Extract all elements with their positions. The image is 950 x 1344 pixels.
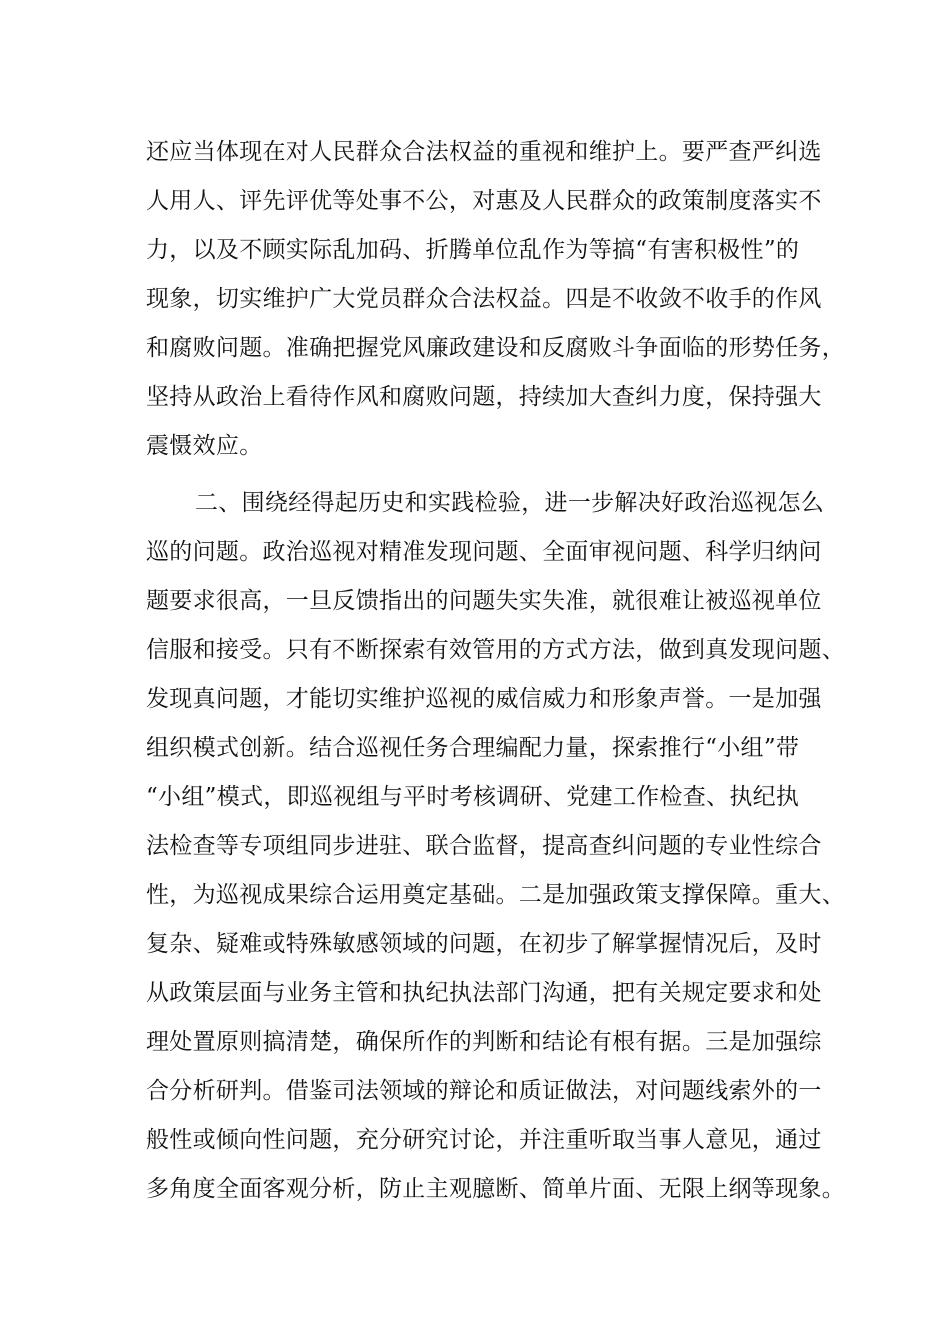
text-line: 现象，切实维护广大党员群众合法权益。四是不收敛不收手的作风 — [146, 286, 822, 312]
text-line: 多角度全面客观分析，防止主观臆断、简单片面、无限上纲等现象。 — [146, 1176, 845, 1202]
text-line: “小组”模式，即巡视组与平时考核调研、党建工作检查、执纪执 — [146, 784, 800, 810]
text-line: 发现真问题，才能切实维护巡视的威信威力和形象声誉。一是加强 — [146, 686, 822, 712]
text-line: 复杂、疑难或特殊敏感领域的问题，在初步了解掌握情况后，及时 — [146, 931, 822, 957]
text-line: 般性或倾向性问题，充分研究讨论，并注重听取当事人意见，通过 — [146, 1127, 822, 1153]
text-line: 巡的问题。政治巡视对精准发现问题、全面审视问题、科学归纳问 — [146, 539, 822, 565]
paragraph-heading-line: 二、围绕经得起历史和实践检验，进一步解决好政治巡视怎么 — [195, 490, 825, 516]
text-line: 人用人、评先评优等处事不公，对惠及人民群众的政策制度落实不 — [146, 188, 822, 214]
text-line: 和腐败问题。准确把握党风廉政建设和反腐败斗争面临的形势任务， — [146, 335, 845, 361]
text-line: 合分析研判。借鉴司法领域的辩论和质证做法，对问题线索外的一 — [146, 1078, 822, 1104]
text-line: 震慑效应。 — [146, 433, 263, 459]
text-line: 坚持从政治上看待作风和腐败问题，持续加大查纠力度，保持强大 — [146, 384, 822, 410]
text-line: 组织模式创新。结合巡视任务合理编配力量，探索推行“小组”带 — [146, 735, 800, 761]
text-line: 性，为巡视成果综合运用奠定基础。二是加强政策支撑保障。重大、 — [146, 882, 845, 908]
text-line: 理处置原则搞清楚，确保所作的判断和结论有根有据。三是加强综 — [146, 1029, 822, 1055]
text-line: 力，以及不顾实际乱加码、折腾单位乱作为等搞“有害积极性”的 — [146, 237, 800, 263]
text-line: 还应当体现在对人民群众合法权益的重视和维护上。要严查严纠选 — [146, 139, 822, 165]
text-line: 题要求很高，一旦反馈指出的问题失实失准，就很难让被巡视单位 — [146, 588, 822, 614]
text-line: 从政策层面与业务主管和执纪执法部门沟通，把有关规定要求和处 — [146, 980, 822, 1006]
text-line: 法检查等专项组同步进驻、联合监督，提高查纠问题的专业性综合 — [146, 833, 822, 859]
text-line: 信服和接受。只有不断探索有效管用的方式方法，做到真发现问题、 — [146, 637, 845, 663]
